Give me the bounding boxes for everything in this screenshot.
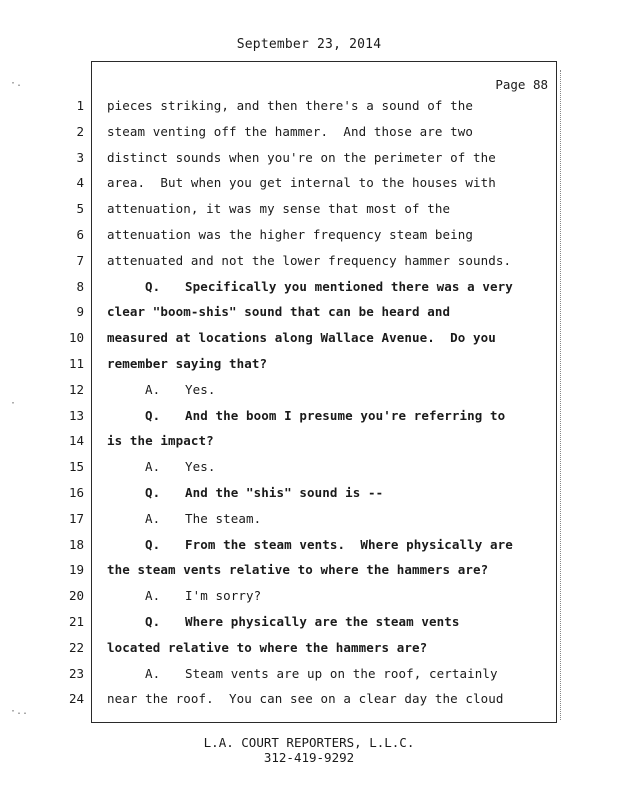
transcript-line <box>107 454 537 480</box>
line-number: 5 <box>76 201 84 217</box>
line-text: Specifically you mentioned there was a very <box>185 278 513 294</box>
line-number: 17 <box>68 510 84 526</box>
transcript-line <box>107 480 537 506</box>
transcript-line <box>107 274 537 300</box>
line-number: 1 <box>76 98 84 113</box>
transcript-line <box>107 583 537 609</box>
line-number: 14 <box>68 433 84 449</box>
footer <box>0 735 618 765</box>
answer-label: A. <box>145 459 161 475</box>
line-text: And the boom I presume you're referring to <box>185 407 506 423</box>
header-date: September 23, 2014 <box>236 37 382 52</box>
line-text: attenuation was the higher frequency steam being <box>107 226 474 242</box>
question-label: Q. <box>145 278 161 294</box>
answer-label: A. <box>145 588 161 604</box>
line-text: I'm sorry? <box>185 588 262 604</box>
line-text: area. But when you get internal to the houses with <box>107 175 496 191</box>
line-text: distinct sounds when you're on the perimeter of the <box>107 149 496 165</box>
transcript-line <box>107 506 537 532</box>
line-text: the steam vents relative to where the hammers are? <box>107 562 489 578</box>
line-text: And the "shis" sound is -- <box>185 484 384 500</box>
transcript-line <box>107 661 537 687</box>
line-text: attenuated and not the lower frequency hammer sounds. <box>107 252 512 268</box>
line-text: attenuation, it was my sense that most of the <box>107 201 451 217</box>
line-number: 3 <box>76 149 84 165</box>
transcript-line <box>107 145 537 171</box>
line-text: Yes. <box>185 459 216 475</box>
line-text: Steam vents are up on the roof, certainly <box>185 665 498 681</box>
question-label: Q. <box>145 536 161 552</box>
question-label: Q. <box>145 407 161 423</box>
footer-reporter-name: L.A. COURT REPORTERS, L.L.C. <box>203 735 415 750</box>
transcript-line <box>107 248 537 274</box>
transcript-line <box>107 428 537 454</box>
line-number: 16 <box>68 484 84 500</box>
transcript-line <box>107 119 537 145</box>
transcript-line <box>107 351 537 377</box>
line-text: steam venting off the hammer. And those are two <box>107 123 474 139</box>
line-number: 8 <box>76 278 84 294</box>
line-number: 11 <box>68 355 84 371</box>
line-text: measured at locations along Wallace Avenue. Do you <box>107 330 496 346</box>
margin-scan-mark: · <box>10 398 17 409</box>
transcript-line <box>107 325 537 351</box>
line-number: 23 <box>68 665 84 681</box>
line-number: 24 <box>68 691 84 707</box>
line-text: The steam. <box>185 510 262 526</box>
line-number: 2 <box>76 123 84 139</box>
transcript-line <box>107 609 537 635</box>
transcript-line <box>107 532 537 558</box>
page-number: Page 88 <box>495 77 548 92</box>
margin-scan-mark: ·.. <box>10 706 29 717</box>
transcript-line <box>107 557 537 583</box>
line-numbers <box>62 93 84 712</box>
line-text: is the impact? <box>107 433 214 449</box>
question-label: Q. <box>145 484 161 500</box>
line-number: 21 <box>68 613 84 629</box>
line-number: 7 <box>76 252 84 268</box>
line-number: 10 <box>68 330 84 346</box>
transcript-line <box>107 377 537 403</box>
line-number: 18 <box>68 536 84 552</box>
line-text: located relative to where the hammers are? <box>107 639 428 655</box>
line-number: 13 <box>68 407 84 423</box>
transcript-line <box>107 222 537 248</box>
question-label: Q. <box>145 613 161 629</box>
footer-phone: 312-419-9292 <box>263 750 355 765</box>
answer-label: A. <box>145 381 161 397</box>
transcript-line <box>107 686 537 712</box>
line-text: pieces striking, and then there's a sound of the <box>107 98 474 113</box>
line-number: 9 <box>76 304 84 320</box>
line-number: 15 <box>68 459 84 475</box>
transcript-line <box>107 196 537 222</box>
transcript-line <box>107 403 537 429</box>
transcript-line <box>107 299 537 325</box>
line-number: 12 <box>68 381 84 397</box>
line-text: remember saying that? <box>107 355 268 371</box>
transcript-line <box>107 93 537 119</box>
line-text: Where physically are the steam vents <box>185 613 460 629</box>
line-number: 4 <box>76 175 84 191</box>
line-number: 20 <box>68 588 84 604</box>
line-text: clear "boom-shis" sound that can be heard and <box>107 304 451 320</box>
answer-label: A. <box>145 665 161 681</box>
transcript-lines <box>107 93 537 712</box>
margin-scan-mark: ·. <box>10 78 23 89</box>
transcript-line <box>107 170 537 196</box>
line-number: 19 <box>68 562 84 578</box>
line-text: near the roof. You can see on a clear day the cloud <box>107 691 504 707</box>
line-number: 22 <box>68 639 84 655</box>
line-text: From the steam vents. Where physically are <box>185 536 513 552</box>
answer-label: A. <box>145 510 161 526</box>
line-text: Yes. <box>185 381 216 397</box>
transcript-line <box>107 635 537 661</box>
line-number: 6 <box>76 226 84 242</box>
